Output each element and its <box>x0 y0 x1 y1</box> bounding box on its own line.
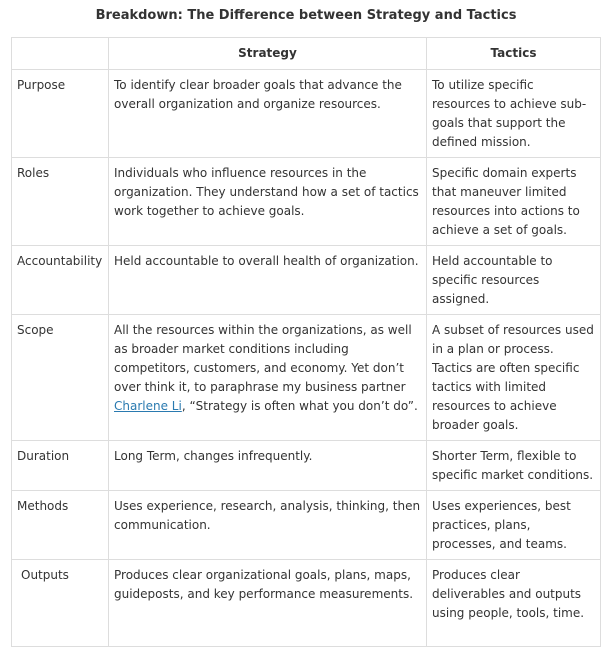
row-label: Purpose <box>12 70 109 158</box>
scope-text-before: All the resources within the organizations, as well as broader market conditions including competitors, customers, and economy. Yet don’t over think it, to paraphrase my business partner <box>114 323 412 394</box>
strategy-cell <box>109 315 427 441</box>
table-row-methods <box>12 491 601 560</box>
header-strategy: Strategy <box>109 38 427 70</box>
strategy-cell: Uses experience, research, analysis, thinking, then communication. <box>109 491 427 560</box>
header-corner-cell <box>12 38 109 70</box>
row-label: Accountability <box>12 246 109 315</box>
strategy-cell: Individuals who influence resources in the organization. They understand how a set of tactics work together to achieve goals. <box>109 158 427 246</box>
table-row-purpose <box>12 70 601 158</box>
table-row-outputs <box>12 560 601 647</box>
table-row-accountability <box>12 246 601 315</box>
tactics-cell: To utilize specific resources to achieve sub-goals that support the defined mission. <box>427 70 601 158</box>
table-row-scope <box>12 315 601 441</box>
tactics-cell: Uses experiences, best practices, plans, processes, and teams. <box>427 491 601 560</box>
row-label: Scope <box>12 315 109 441</box>
table-title: Breakdown: The Difference between Strategy and Tactics <box>95 8 517 23</box>
row-label: Methods <box>12 491 109 560</box>
tactics-cell: Held accountable to specific resources assigned. <box>427 246 601 315</box>
strategy-cell: Long Term, changes infrequently. <box>109 441 427 491</box>
tactics-cell: Specific domain experts that maneuver limited resources into actions to achieve a set of goals. <box>427 158 601 246</box>
strategy-cell: Held accountable to overall health of organization. <box>109 246 427 315</box>
header-tactics: Tactics <box>427 38 601 70</box>
table-header-row <box>12 38 601 70</box>
tactics-cell: Shorter Term, flexible to specific market conditions. <box>427 441 601 491</box>
tactics-cell: A subset of resources used in a plan or process. Tactics are often specific tactics with limited resources to achieve broader goals. <box>427 315 601 441</box>
charlene-li-link[interactable]: Charlene Li <box>114 399 182 413</box>
strategy-cell: Produces clear organizational goals, plans, maps, guideposts, and key performance measurements. <box>109 560 427 647</box>
tactics-cell: Produces clear deliverables and outputs using people, tools, time. <box>427 560 601 647</box>
strategy-cell: To identify clear broader goals that advance the overall organization and organize resources. <box>109 70 427 158</box>
row-label: Roles <box>12 158 109 246</box>
row-label: Duration <box>12 441 109 491</box>
scope-text-after: , “Strategy is often what you don’t do”. <box>181 399 418 413</box>
row-label: Outputs <box>12 560 109 647</box>
table-row-duration <box>12 441 601 491</box>
table-row-roles <box>12 158 601 246</box>
comparison-table <box>11 37 601 647</box>
